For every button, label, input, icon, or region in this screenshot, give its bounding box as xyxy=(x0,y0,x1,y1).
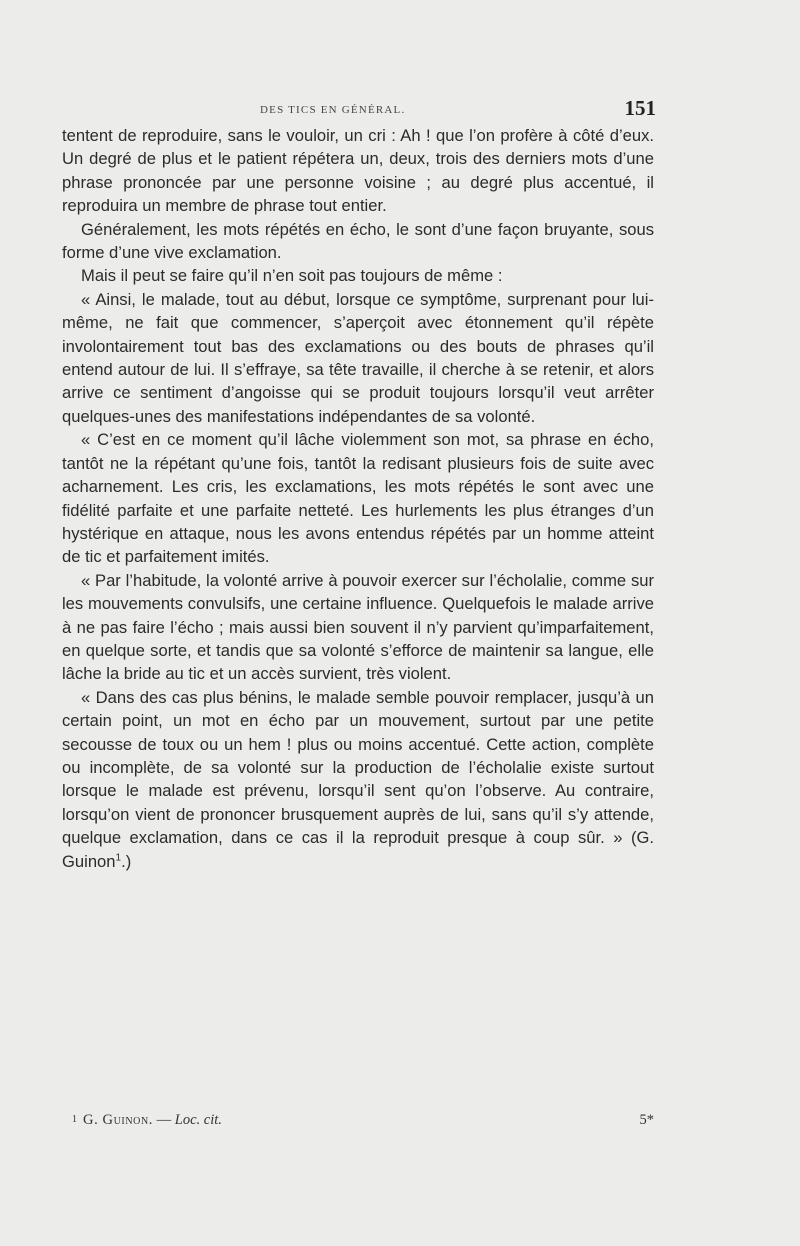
quote-text: « Dans des cas plus bénins, le malade semble pouvoir remplacer, jusqu’à un certain point, un mot en écho par un mouvement, surtout par une petite secousse de toux ou un hem ! plus ou moins accentué. Cette action, complète ou incomplète, de sa volonté sur la production de l’écholalie existe surtout lorsque le malade est prévenu, lorsqu’il sent qu’on l’observe. Au contraire, lorsqu’on vient de prononcer brusquement auprès de lui, sans qu’il s’y attende, quelque exclamation, dans ce cas il la reproduit presque à coup sûr. » (G. Guinon xyxy=(62,687,654,871)
paragraph-continued: tentent de reproduire, sans le vouloir, un cri : Ah ! que l’on profère à côté d’eux. Un degré de plus et le patient répétera un, deux, trois des derniers mots d’une phrase prononcée par une personne voisine ; au degré plus accentué, il reproduira un membre de phrase tout entier. xyxy=(62,126,654,216)
quote-paragraph: « C’est en ce moment qu’il lâche violemment son mot, sa phrase en écho, tantôt ne la répétant qu’une fois, tantôt la redisant plusieurs fois de suite avec acharnement. Les cris, les exclamations, les mots répétés le sont avec une fidélité parfaite et une parfaite netteté. Les hurlements les plus étranges d’un hystérique en attaque, nous les avons entendus répétés par un homme atteint de tic et parfaitement imités. xyxy=(62,430,654,567)
paragraph: Généralement, les mots répétés en écho, le sont d’une façon bruyante, sous forme d’une vive exclamation. xyxy=(62,219,654,263)
running-title: DES TICS EN GÉNÉRAL. xyxy=(260,104,406,116)
quote-paragraph: « Ainsi, le malade, tout au début, lorsque ce symptôme, surprenant pour lui-même, ne fait que commencer, s’aperçoit avec étonnement qu’il répète involontairement tout bas des exclamations ou des bouts de phrases qu’il entend autour de lui. Il s’effraye, sa tête travaille, il cherche à se retenir, et alors arrive ce sentiment d’angoisse qui se produit toujours lorsqu’il veut arrêter quelques-unes des manifestations indépendantes de sa volonté. xyxy=(62,289,654,426)
running-head xyxy=(62,92,654,124)
quote-paragraph: « Par l’habitude, la volonté arrive à pouvoir exercer sur l’écholalie, comme sur les mouvements convulsifs, une certaine influence. Quelquefois le malade arrive à ne pas faire l’écho ; mais aussi bien souvent il n’y parvient qu’imparfaitement, en quelque sorte, et tandis que sa volonté s’efforce de maintenir sa langue, elle lâche la bride au tic et un accès survient, très violent. xyxy=(62,570,654,684)
page-number: 151 xyxy=(624,96,656,120)
footnote-dash: — xyxy=(153,1112,175,1128)
book-page xyxy=(62,92,656,1128)
footnote xyxy=(72,1112,654,1129)
paragraph: Mais il peut se faire qu’il n’en soit pas toujours de même : xyxy=(81,266,503,286)
footnote-citation: Loc. cit. xyxy=(174,1112,222,1128)
quote-paragraph-last xyxy=(62,686,654,873)
footnote-marker: 1 xyxy=(72,1114,77,1125)
footnote-author: G. Guinon. xyxy=(83,1112,154,1128)
body-text xyxy=(62,124,654,873)
footnote-reference: 1 xyxy=(115,852,122,864)
quote-closing: .) xyxy=(121,851,132,871)
printer-signature: 5* xyxy=(639,1112,654,1128)
